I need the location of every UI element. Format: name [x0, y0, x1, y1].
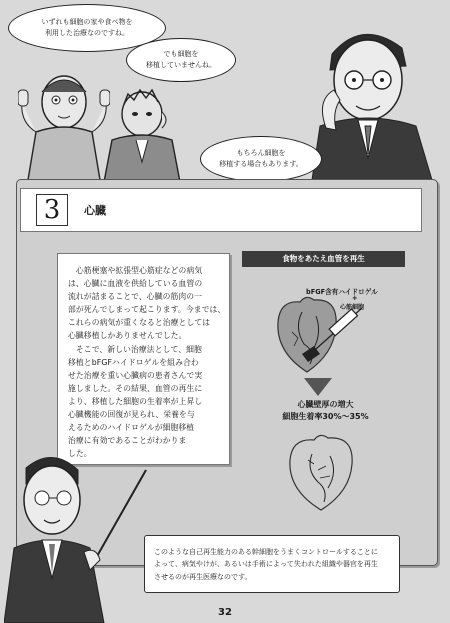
- down-arrow-icon: [304, 378, 332, 396]
- diagram-label-plus: +: [352, 294, 358, 302]
- syringe-icon: [298, 302, 368, 364]
- diagram-label-gel: bFGF含有ハイドロゲル: [306, 288, 378, 296]
- summary-text: このような自己再生能力のある幹細胞をうまくコントロールすることに よって、病気やけが、あるいは手術によって失われた組織や器官を再生 させるのが再生医療なのです。: [154, 548, 378, 581]
- diagram-result: [258, 399, 393, 423]
- character-lecturer-pointer-illustration: [4, 448, 154, 623]
- body-text: 心筋梗塞や拡張型心筋症などの病気 は、心臓に血液を供給している血管の 流れが詰まることで、心臓の筋肉の一 部が死んでしまって起こります。今までは、 これらの病気が重くなると治療としては 心臓移植しかありませんでした。 そこで、新しい治療法として、細胞 移植とbFGFハイドロゲルを組み合わ せた治療を重い心臓病の患者さんで実 施しました。その結果、血管の再生に より、移植した細胞の生着率が上昇し 心臓機能の回復が見られ、栄養を与 えるためのハイドロゲルが細胞移植 治療に有効であることがわかりま した。: [68, 266, 226, 459]
- section-header-bar: [20, 188, 422, 232]
- character-worker-illustration: [18, 62, 110, 180]
- speech-bubble-1: いずれも細胞の家や食べ物を 利用した治療なのですね。: [8, 4, 166, 52]
- diagram-label-cells: 心筋細胞: [340, 304, 365, 311]
- diagram-result-line2: 細胞生着率30%〜35%: [282, 412, 369, 421]
- heart-after-illustration: [284, 430, 358, 512]
- speech-bubble-3: もちろん細胞を 移植する場合もあります。: [200, 136, 322, 182]
- diagram-title: 食物をあたえ血管を再生: [242, 251, 405, 267]
- diagram-result-line1: 心臓壁厚の増大: [297, 400, 354, 409]
- section-title: 心臓: [84, 204, 106, 217]
- section-number: 3: [36, 194, 68, 226]
- speech-bubble-2: でも細胞を 移植していませんね。: [126, 38, 236, 82]
- character-thinking-man-illustration: [98, 82, 188, 182]
- page-number: 32: [218, 607, 232, 618]
